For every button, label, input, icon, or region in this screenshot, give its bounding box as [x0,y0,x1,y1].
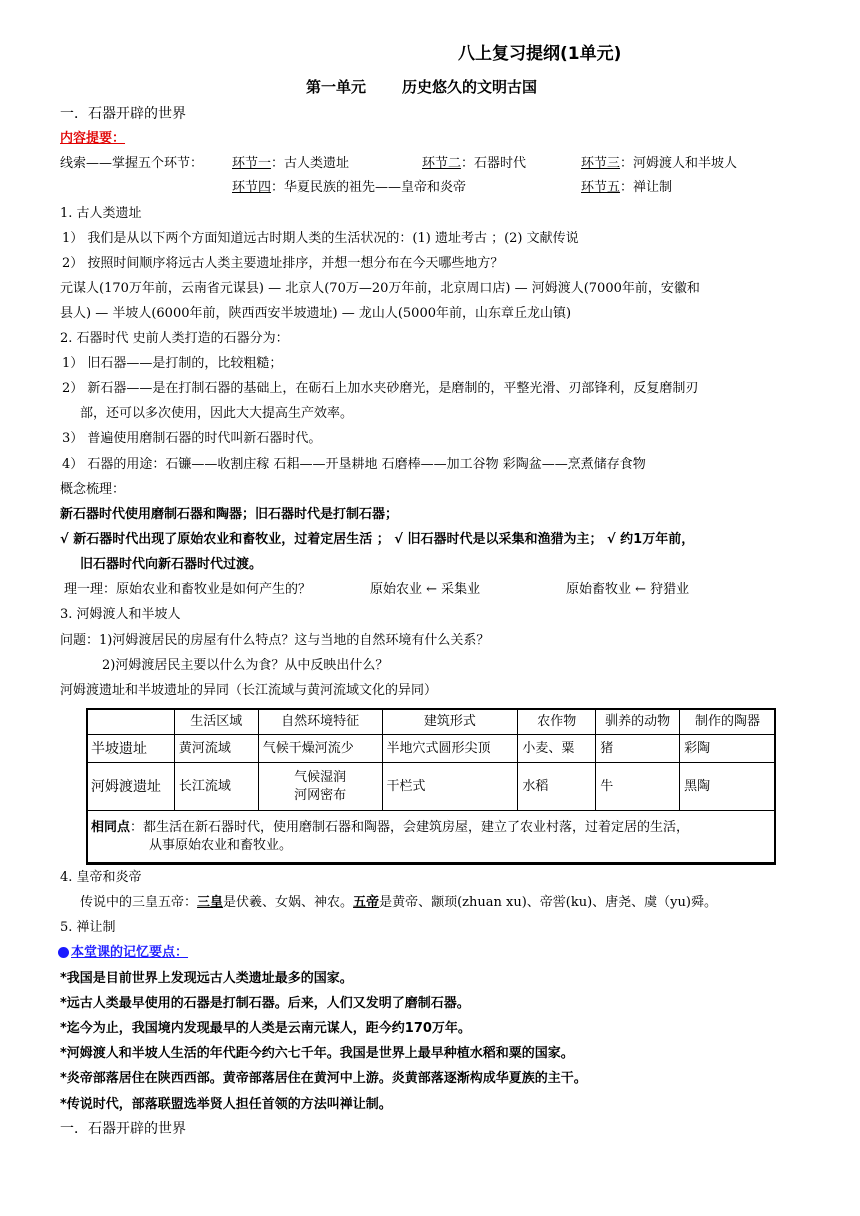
table-cell: 牛 [596,763,680,811]
footer-heading: 一．石器开辟的世界 [60,1121,186,1137]
memory-point: *远古人类最早使用的石器是打制石器。后来，人们又发明了磨制石器。 [60,996,470,1011]
memory-label-line [58,944,188,962]
concept-bold: 新石器时代使用磨制石器和陶器；旧石器时代是打制石器； [60,507,399,522]
sort-answer-2: 原始畜牧业 ← 狩猎业 [566,582,690,597]
part5-heading: 5. 禅让制 [60,920,116,935]
table-cell: 黑陶 [680,763,776,811]
clue-prefix: 线索——掌握五个环节： [60,156,204,171]
concept-label: 概念梳理： [60,482,126,497]
memory-point: *河姆渡人和半坡人生活的年代距今约六七千年。我国是世界上最早种植水稻和粟的国家。 [60,1046,574,1061]
link-item [581,179,672,197]
link-label: 环节五 [581,180,621,195]
summary-label: 内容提要： [60,131,126,146]
table-cell: 小麦、粟 [518,735,596,763]
question-2: 2)河姆渡居民主要以什么为食？从中反映出什么？ [102,658,389,673]
legend-line [80,894,717,912]
three-emperors-text: 是伏羲、女娲、神农。 [223,895,354,910]
check-line-1: √ 新石器时代出现了原始农业和畜牧业，过着定居生活 ； √ 旧石器时代是以采集和渔猎为主； √ 约1万年前， [60,532,695,547]
table-header-cell: 农作物 [518,709,596,735]
sort-answer-1: 原始农业 ← 采集业 [370,582,481,597]
part1-item1: 1） 我们是从以下两个方面知道远古时期人类的生活状况的：(1) 遗址考古 ；(2) 文献传说 [62,231,579,246]
table-cell: 水稻 [518,763,596,811]
table-cell: 猪 [596,735,680,763]
part2-item3: 3） 普遍使用磨制石器的时代叫新石器时代。 [62,431,322,446]
sites-line-1: 元谋人(170万年前，云南省元谋县) — 北京人(70万—20万年前，北京周口店) — 河姆渡人(7000年前，安徽和 [60,281,700,296]
table-cell: 气候干燥河流少 [258,735,382,763]
sort-question: 理一理：原始农业和畜牧业是如何产生的？ [64,582,312,597]
comparison-table [86,708,776,863]
memory-point: *迄今为止，我国境内发现最早的人类是云南元谋人，距今约170万年。 [60,1021,471,1036]
memory-point: *炎帝部落居住在陕西西部。黄帝部落居住在黄河中上游。炎黄部落逐渐构成华夏族的主干。 [60,1071,587,1086]
three-emperors: 三皇 [197,895,224,910]
part2-heading: 2. 石器时代 史前人类打造的石器分为： [60,331,289,346]
compare-title: 河姆渡遗址和半坡遗址的异同（长江流域与黄河流域文化的异同） [60,683,438,698]
table-cell: 黄河流域 [174,735,258,763]
table-header-row [87,709,776,735]
legend-prefix: 传说中的三皇五帝： [80,895,198,910]
link-item [232,155,349,173]
table-header-cell: 建筑形式 [382,709,518,735]
link-text: ：禅让制 [620,180,673,195]
table-cell: 气候湿润 河网密布 [258,763,382,811]
part3-heading: 3. 河姆渡人和半坡人 [60,607,181,622]
five-emperors-text: 是黄帝、颛顼(zhuan xu)、帝喾(ku)、唐尧、虞（yu)舜。 [379,895,717,910]
link-text: ：石器时代 [461,156,527,171]
table-cell: 半坡遗址 [87,735,175,763]
table-header-cell [87,709,175,735]
link-label: 环节一 [232,156,272,171]
part2-item2a: 2） 新石器——是在打制石器的基础上，在砺石上加水夹砂磨光，是磨制的，平整光滑、刃部锋利，反复磨制刃 [62,381,699,396]
unit-title: 第一单元 [306,78,367,96]
table-cell: 半地穴式圆形尖顶 [382,735,518,763]
memory-point: *传说时代，部落联盟选举贤人担任首领的方法叫禅让制。 [60,1097,392,1112]
link-item [581,155,737,173]
common-label: 相同点 [91,819,131,835]
five-emperors: 五帝 [353,895,380,910]
table-header-cell: 驯养的动物 [596,709,680,735]
link-label: 环节二 [422,156,462,171]
link-label: 环节四 [232,180,272,195]
part2-item4: 4） 石器的用途：石镰——收割庄稼 石耜——开垦耕地 石磨棒——加工谷物 彩陶盆——烹煮储存食物 [62,457,646,472]
table-header-cell: 制作的陶器 [680,709,776,735]
link-text: ：古人类遗址 [271,156,350,171]
question-1: 问题：1)河姆渡居民的房屋有什么特点？这与当地的自然环境有什么关系？ [60,633,490,648]
part2-item1: 1） 旧石器——是打制的，比较粗糙； [62,356,283,371]
check-line-2: 旧石器时代向新石器时代过渡。 [80,557,263,572]
table-common-row [87,811,776,863]
table-row [87,735,776,763]
link-text: ：河姆渡人和半坡人 [620,156,738,171]
table-cell: 河姆渡遗址 [87,763,175,811]
table-cell: 彩陶 [680,735,776,763]
common-text-1: ：都生活在新石器时代，使用磨制石器和陶器，会建筑房屋，建立了农业村落，过着定居的生活， [130,819,690,835]
link-text: ：华夏民族的祖先——皇帝和炎帝 [271,180,467,195]
part2-item2b: 部，还可以多次使用，因此大大提高生产效率。 [80,406,354,421]
table-cell: 长江流域 [174,763,258,811]
part1-heading: 1. 古人类遗址 [60,206,142,221]
table-header-cell: 自然环境特征 [258,709,382,735]
common-text-2: 从事原始农业和畜牧业。 [149,837,293,853]
bullet-icon [58,947,69,958]
page-title: 八上复习提纲(1单元) [458,44,622,64]
sites-line-2: 县人) — 半坡人(6000年前，陕西西安半坡遗址) — 龙山人(5000年前，山东章丘龙山镇) [60,306,572,321]
table-header-cell: 生活区域 [174,709,258,735]
part1-item2: 2） 按照时间顺序将远古人类主要遗址排序，并想一想分布在今天哪些地方？ [62,256,504,271]
part4-heading: 4. 皇帝和炎帝 [60,870,142,885]
link-item [232,179,466,197]
table-row [87,763,776,811]
unit-subtitle: 历史悠久的文明古国 [402,78,538,96]
link-item [422,155,526,173]
memory-label: 本堂课的记忆要点： [71,945,189,960]
memory-point: *我国是目前世界上发现远古人类遗址最多的国家。 [60,971,353,986]
link-label: 环节三 [581,156,621,171]
table-cell: 干栏式 [382,763,518,811]
section-heading: 一．石器开辟的世界 [60,106,186,122]
